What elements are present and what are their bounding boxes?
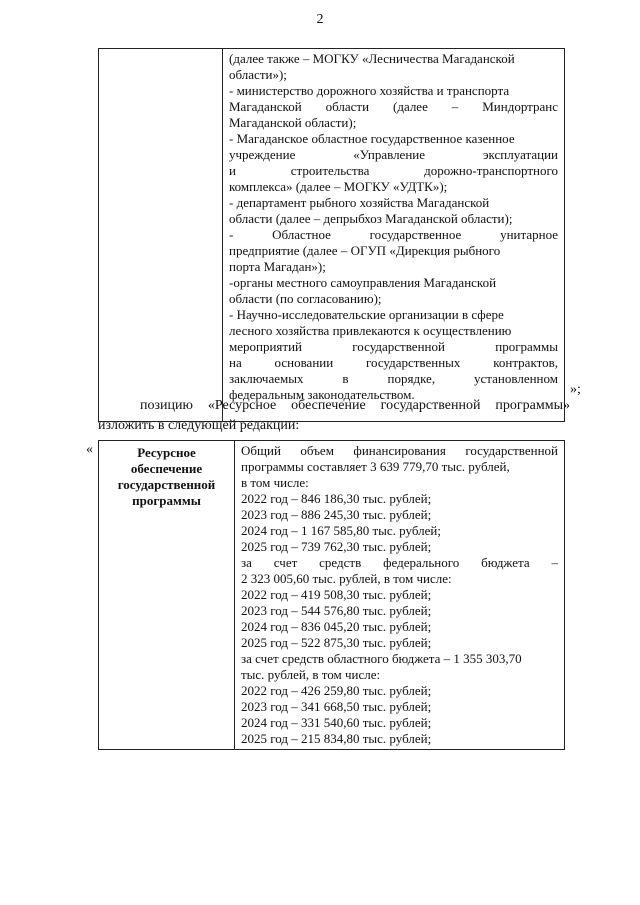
table2-line: 2024 год – 1 167 585,80 тыс. рублей; xyxy=(241,523,441,538)
table2-line: 2022 год – 846 186,30 тыс. рублей; xyxy=(241,491,432,506)
table2-line: тыс. рублей, в том числе: xyxy=(241,667,381,682)
table2-line: 2025 год – 739 762,30 тыс. рублей; xyxy=(241,539,432,554)
table1-line: комплекса» (далее – МОГКУ «УДТК»); xyxy=(229,179,448,194)
table1-line: федеральным законодательством. xyxy=(229,387,415,402)
table2-line: за счет средств федерального бюджета – xyxy=(241,555,558,570)
table1-line: мероприятий государственной программы xyxy=(229,339,558,354)
table1-line: - департамент рыбного хозяйства Магаданской xyxy=(229,195,490,210)
continuation-table-left-cell xyxy=(99,49,223,422)
paragraph-position: позицию «Ресурсное обеспечение государственной программы» xyxy=(140,398,570,413)
table2-line: в том числе: xyxy=(241,475,309,490)
table1-line: -органы местного самоуправления Магаданской xyxy=(229,275,497,290)
opening-quote-mark: « xyxy=(86,442,93,457)
table1-line: и строительства дорожно-транспортного xyxy=(229,163,558,178)
table1-line: - Областное государственное унитарное xyxy=(229,227,558,242)
table1-line: порта Магадан»); xyxy=(229,259,326,274)
table1-line: лесного хозяйства привлекаются к осуществлению xyxy=(229,323,512,338)
table1-line: заключаемых в порядке, установленном xyxy=(229,371,558,386)
continuation-table xyxy=(98,48,565,422)
table1-line: (далее также – МОГКУ «Лесничества Магаданской xyxy=(229,51,515,66)
table2-line: Общий объем финансирования государственной xyxy=(241,443,558,458)
table2-line: 2025 год – 522 875,30 тыс. рублей; xyxy=(241,635,432,650)
table1-line: области»); xyxy=(229,67,287,82)
table2-line: 2 323 005,60 тыс. рублей, в том числе: xyxy=(241,571,452,586)
table1-line: на основании государственных контрактов, xyxy=(229,355,558,370)
table2-line: программы составляет 3 639 779,70 тыс. рублей, xyxy=(241,459,510,474)
table2-line: 2024 год – 331 540,60 тыс. рублей; xyxy=(241,715,432,730)
resource-table-title: Ресурсное обеспечение государственной программы xyxy=(117,445,216,508)
page-number: 2 xyxy=(316,12,324,27)
table2-line: 2022 год – 419 508,30 тыс. рублей; xyxy=(241,587,432,602)
table2-line: за счет средств областного бюджета – 1 355 303,70 xyxy=(241,651,522,666)
closing-quote-mark: »; xyxy=(570,382,581,397)
table1-line: Магаданской области (далее – Миндортранс xyxy=(229,99,558,114)
resource-table-content-cell xyxy=(235,441,565,750)
table1-line: Магаданской области); xyxy=(229,115,357,130)
table1-line: - министерство дорожного хозяйства и транспорта xyxy=(229,83,510,98)
table1-line: предприятие (далее – ОГУП «Дирекция рыбного xyxy=(229,243,501,258)
table2-line: 2025 год – 215 834,80 тыс. рублей; xyxy=(241,731,432,746)
paragraph-edition: изложить в следующей редакции: xyxy=(98,418,300,433)
table2-line: 2023 год – 341 668,50 тыс. рублей; xyxy=(241,699,432,714)
table2-line: 2023 год – 544 576,80 тыс. рублей; xyxy=(241,603,432,618)
table1-line: - Научно-исследовательские организации в сфере xyxy=(229,307,504,322)
table1-line: - Магаданское областное государственное казенное xyxy=(229,131,515,146)
resource-table xyxy=(98,440,565,750)
table2-line: 2023 год – 886 245,30 тыс. рублей; xyxy=(241,507,432,522)
table1-line: области (далее – депрыбхоз Магаданской области); xyxy=(229,211,513,226)
table2-line: 2024 год – 836 045,20 тыс. рублей; xyxy=(241,619,432,634)
resource-table-title-cell xyxy=(99,441,235,750)
table1-line: учреждение «Управление эксплуатации xyxy=(229,147,558,162)
continuation-table-right-cell xyxy=(223,49,565,422)
table1-line: области (по согласованию); xyxy=(229,291,382,306)
table2-line: 2022 год – 426 259,80 тыс. рублей; xyxy=(241,683,432,698)
